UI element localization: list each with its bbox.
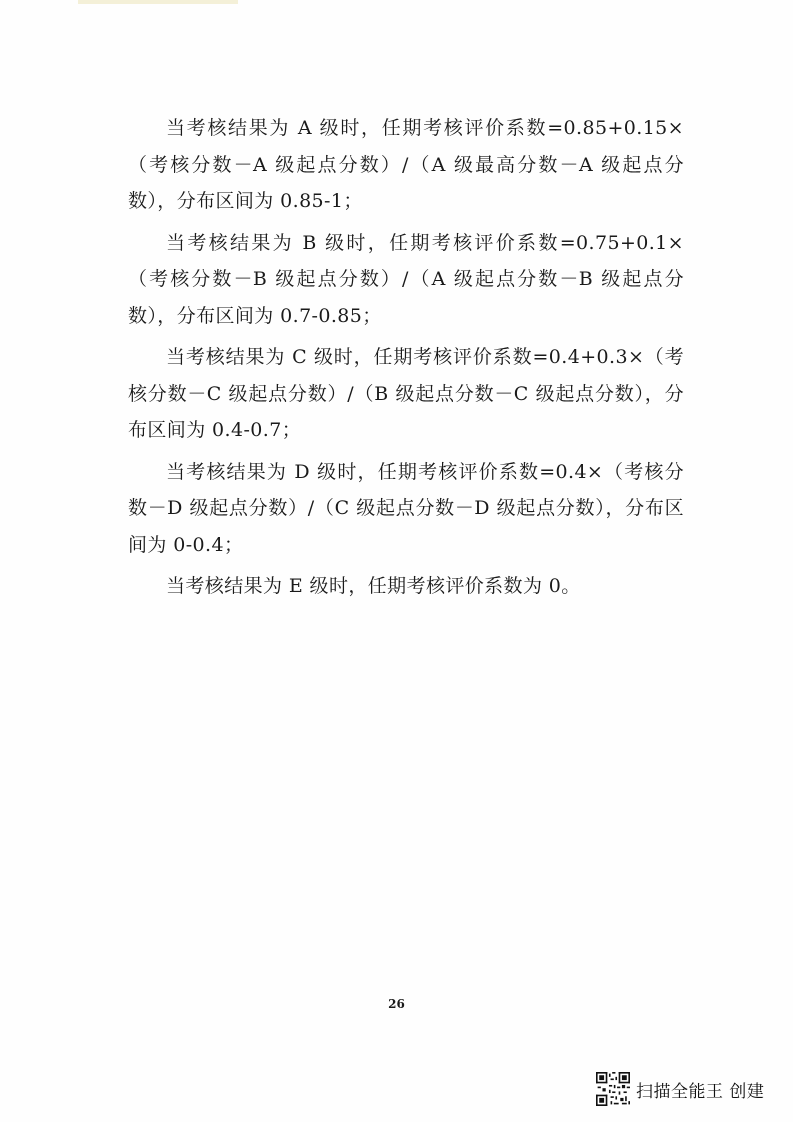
qr-code-icon [596,1072,630,1106]
paragraph-grade-b: 当考核结果为 B 级时，任期考核评价系数=0.75+0.1×（考核分数－B 级起点分数）/（A 级起点分数－B 级起点分数），分布区间为 0.7-0.85； [128,231,684,327]
page-number: 26 [388,997,405,1011]
body-text [128,110,684,610]
scanner-watermark [596,1068,764,1110]
paragraph-grade-d: 当考核结果为 D 级时，任期考核评价系数=0.4×（考核分数－D 级起点分数）/（C 级起点分数－D 级起点分数），分布区间为 0-0.4； [128,460,684,556]
watermark-text: 扫描全能王 创建 [636,1081,765,1102]
paragraph-grade-c: 当考核结果为 C 级时，任期考核评价系数=0.4+0.3×（考核分数－C 级起点分数）/（B 级起点分数－C 级起点分数），分布区间为 0.4-0.7； [128,346,684,441]
paragraph-grade-a: 当考核结果为 A 级时，任期考核评价系数=0.85+0.15×（考核分数－A 级起点分数）/（A 级最高分数－A 级起点分数），分布区间为 0.85-1； [128,117,684,212]
scan-edge-artifact [78,0,238,4]
paragraph-grade-e: 当考核结果为 E 级时，任期考核评价系数为 0。 [166,575,581,597]
